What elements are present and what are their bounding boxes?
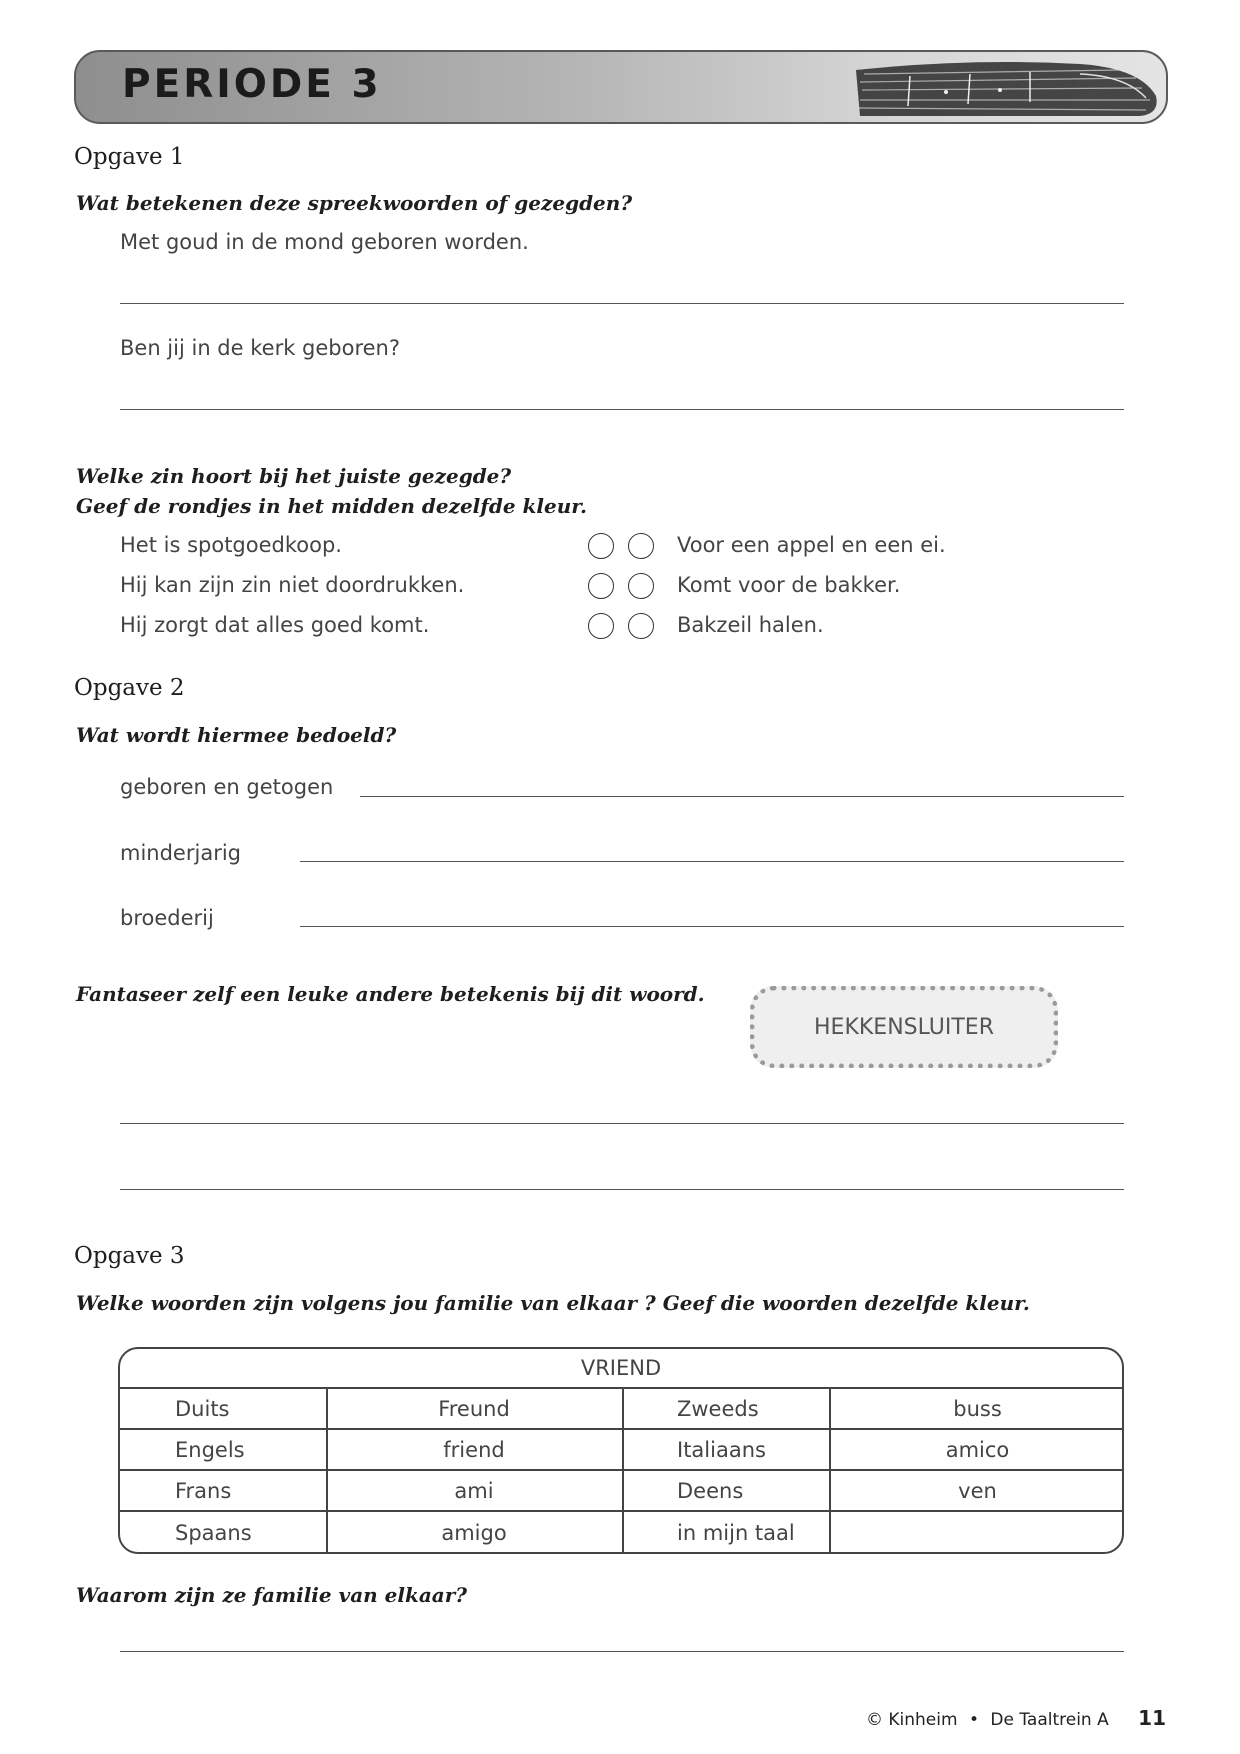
match-circle-left-3[interactable] (588, 613, 614, 639)
answer-line-saying-2[interactable] (120, 409, 1124, 410)
page-number: 11 (1138, 1706, 1166, 1730)
table-cell-language: Engels (175, 1437, 245, 1462)
copyright: © Kinheim (865, 1710, 958, 1730)
opgave3-instruction: Welke woorden zijn volgens jou familie van elkaar ? Geef die woorden dezelfde kleur. (76, 1291, 1030, 1315)
table-cell-word: friend (443, 1437, 505, 1462)
saying-1: Met goud in de mond geboren worden. (120, 230, 529, 254)
match-right-2: Komt voor de bakker. (677, 573, 901, 597)
footer-separator: • (968, 1710, 979, 1730)
table-cell-language: Italiaans (677, 1437, 766, 1462)
answer-line-word-2[interactable] (300, 861, 1124, 862)
table-row (120, 1389, 1122, 1430)
match-circle-right-2[interactable] (628, 573, 654, 599)
word-2: minderjarig (120, 841, 241, 865)
table-row (120, 1430, 1122, 1471)
table-divider (829, 1389, 831, 1552)
match-circle-left-1[interactable] (588, 533, 614, 559)
match-right-1: Voor een appel en een ei. (677, 533, 946, 557)
match-left-1: Het is spotgoedkoop. (120, 533, 342, 557)
answer-line-fantasy-1[interactable] (120, 1123, 1124, 1124)
answer-line-saying-1[interactable] (120, 303, 1124, 304)
book-title: De Taaltrein A (990, 1710, 1109, 1730)
table-cell-word: Freund (438, 1396, 510, 1421)
table-divider (326, 1389, 328, 1552)
table-cell-word: amigo (441, 1520, 507, 1545)
word-3: broederij (120, 906, 214, 930)
answer-line-word-3[interactable] (300, 926, 1124, 927)
match-circle-right-1[interactable] (628, 533, 654, 559)
table-cell-word: ami (454, 1478, 494, 1503)
saying-2: Ben jij in de kerk geboren? (120, 336, 401, 360)
match-circle-left-2[interactable] (588, 573, 614, 599)
answer-line-fantasy-2[interactable] (120, 1189, 1124, 1190)
match-instruction-2: Geef de rondjes in het midden dezelfde kleur. (76, 494, 587, 518)
match-right-3: Bakzeil halen. (677, 613, 824, 637)
table-cell-language: Duits (175, 1396, 230, 1421)
table-cell-word: ven (958, 1478, 997, 1503)
match-left-2: Hij kan zijn zin niet doordrukken. (120, 573, 465, 597)
opgave2-heading: Opgave 2 (74, 675, 185, 701)
table-cell-language: Zweeds (677, 1396, 759, 1421)
period-banner (74, 50, 1168, 124)
family-question: Waarom zijn ze familie van elkaar? (76, 1583, 468, 1607)
table-cell-own-language-answer[interactable] (829, 1512, 1124, 1553)
vriend-table (118, 1347, 1124, 1554)
fantasy-word-box (750, 986, 1058, 1068)
table-cell-word: buss (953, 1396, 1002, 1421)
table-cell-language: in mijn taal (677, 1520, 795, 1545)
match-instruction-1: Welke zin hoort bij het juiste gezegde? (76, 464, 512, 488)
page-title: PERIODE 3 (122, 62, 382, 107)
opgave1-instruction: Wat betekenen deze spreekwoorden of gezegden? (76, 191, 633, 215)
answer-line-word-1[interactable] (360, 796, 1124, 797)
opgave3-heading: Opgave 3 (74, 1243, 185, 1269)
opgave1-heading: Opgave 1 (74, 144, 185, 170)
table-cell-language: Spaans (175, 1520, 252, 1545)
table-title: VRIEND (120, 1349, 1122, 1389)
page-footer (866, 1706, 1166, 1730)
fantasy-word: HEKKENSLUITER (814, 1014, 994, 1040)
table-row (120, 1471, 1122, 1512)
table-cell-language: Deens (677, 1478, 744, 1503)
table-row (120, 1512, 1122, 1553)
table-cell-word: amico (945, 1437, 1010, 1462)
table-cell-language: Frans (175, 1478, 232, 1503)
match-left-3: Hij zorgt dat alles goed komt. (120, 613, 430, 637)
word-1: geboren en getogen (120, 775, 334, 799)
table-divider (622, 1389, 624, 1552)
match-circle-right-3[interactable] (628, 613, 654, 639)
opgave2-instruction: Wat wordt hiermee bedoeld? (76, 723, 397, 747)
fantasy-instruction: Fantaseer zelf een leuke andere betekenis bij dit woord. (76, 982, 705, 1006)
train-illustration (850, 56, 1162, 120)
answer-line-family[interactable] (120, 1651, 1124, 1652)
